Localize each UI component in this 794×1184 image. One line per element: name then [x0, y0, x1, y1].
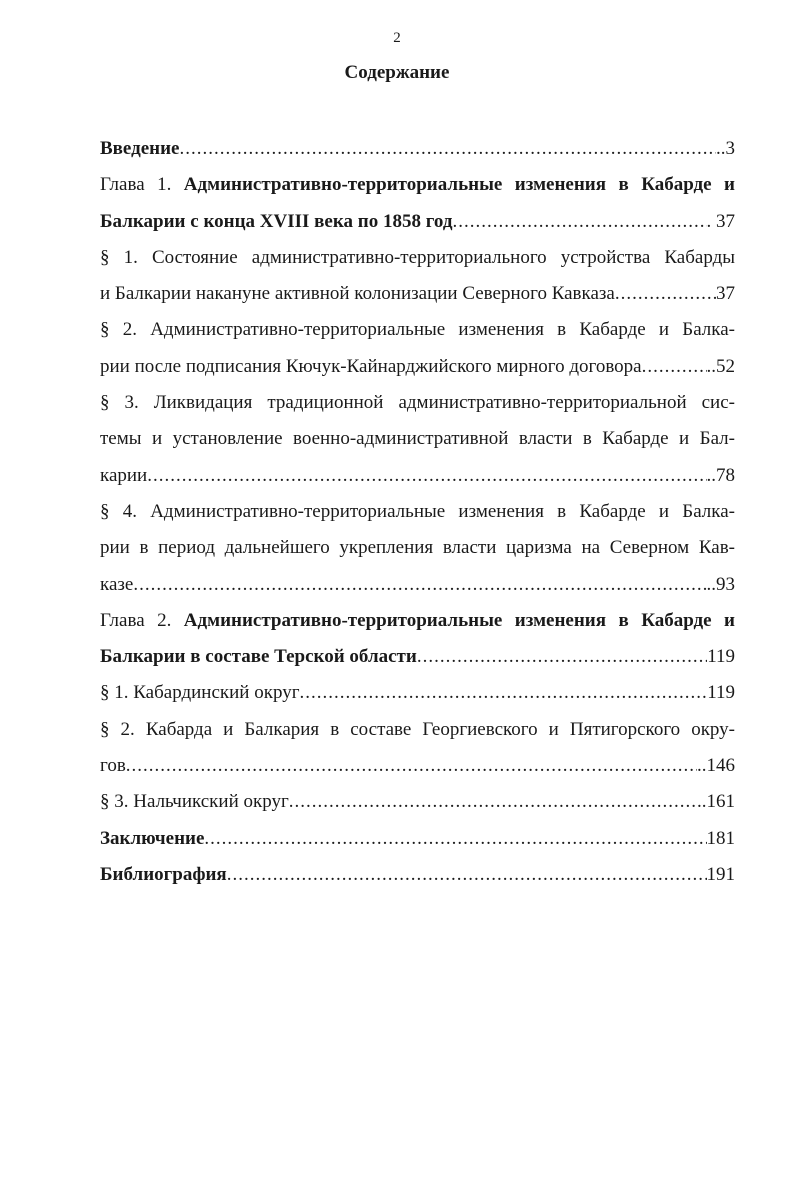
toc-page-number: 119	[707, 646, 735, 668]
section-line2: темы и установление военно-административной власти в Кабарде и Бал-	[100, 428, 735, 450]
toc-entry-section-2-2[interactable]	[100, 712, 735, 748]
toc-entry-section-1-1-cont[interactable]	[100, 276, 735, 312]
toc-entry-section-1-4[interactable]	[100, 494, 735, 530]
section-line2: гов	[100, 755, 126, 777]
toc-page-number: . 37	[706, 210, 735, 232]
toc-page-number: 191	[706, 863, 735, 885]
toc-leader	[417, 639, 707, 675]
toc-entry-chapter-1[interactable]	[100, 167, 735, 203]
toc-leader	[289, 784, 697, 820]
toc-entry-introduction[interactable]	[100, 131, 735, 167]
toc-entry-section-1-2-cont[interactable]	[100, 349, 735, 385]
toc-entry-section-2-1[interactable]	[100, 675, 735, 711]
chapter-prefix: Глава 2.	[100, 609, 184, 631]
toc-entry-bibliography[interactable]	[100, 857, 735, 893]
section-line3: карии	[100, 464, 148, 486]
chapter-title-line2: Балкарии с конца XVIII века по 1858 год	[100, 210, 453, 232]
toc-entry-section-1-4-cont[interactable]	[100, 530, 735, 566]
page-number: 2	[393, 30, 401, 46]
section-line2: рии в период дальнейшего укрепления власти царизма на Северном Кав-	[100, 537, 735, 559]
toc-entry-section-2-3[interactable]	[100, 784, 735, 820]
toc-leader	[204, 821, 706, 857]
toc-label: Заключение	[100, 827, 205, 849]
toc-page-number: 37	[716, 283, 735, 305]
toc-entry-conclusion[interactable]	[100, 821, 735, 857]
toc-entry-section-1-3-end[interactable]	[100, 458, 735, 494]
section-label: § 1. Кабардинский округ	[100, 682, 300, 704]
toc-label: Введение	[100, 138, 180, 159]
page-title: Содержание	[344, 62, 450, 83]
section-line1: § 4. Административно-территориальные изменения в Кабарде и Балка-	[100, 500, 735, 522]
toc-entry-chapter-2-cont[interactable]	[100, 639, 735, 675]
toc-page-number: ..52	[706, 355, 735, 377]
section-label: § 3. Нальчикский округ	[100, 791, 289, 813]
section-line2: рии после подписания Кючук-Кайнарджийского мирного договора	[100, 355, 642, 377]
toc-leader	[133, 567, 706, 603]
toc-entry-section-1-3-cont[interactable]	[100, 421, 735, 457]
toc-page-number: ..78	[706, 464, 735, 486]
toc-page-number: ..3	[716, 138, 735, 159]
toc-entry-section-1-2[interactable]	[100, 312, 735, 348]
chapter-title-line1: Административно-территориальные изменения в Кабарде и	[183, 174, 735, 196]
toc-entry-chapter-2[interactable]	[100, 603, 735, 639]
chapter-title-line2: Балкарии в составе Терской области	[100, 646, 417, 668]
section-line1: § 3. Ликвидация традиционной административно-территориальной сис-	[100, 392, 735, 414]
table-of-contents	[100, 131, 735, 893]
toc-leader	[642, 349, 707, 385]
toc-page-number: ..93	[706, 573, 735, 595]
toc-leader	[299, 675, 707, 711]
section-line1: § 1. Состояние административно-территориального устройства Кабарды	[100, 246, 735, 268]
toc-entry-section-2-2-cont[interactable]	[100, 748, 735, 784]
toc-leader	[452, 204, 706, 240]
toc-leader	[147, 458, 706, 494]
chapter-title-line1: Административно-территориальные изменения в Кабарде и	[183, 609, 735, 631]
section-line1: § 2. Административно-территориальные изменения в Кабарде и Балка-	[100, 319, 735, 341]
section-line2: и Балкарии накануне активной колонизации Северного Кавказа	[100, 283, 615, 305]
toc-page-number: ..146	[697, 755, 735, 777]
toc-page-number: 181	[706, 827, 735, 849]
toc-leader	[227, 857, 707, 893]
toc-entry-section-1-3[interactable]	[100, 385, 735, 421]
toc-page-number: ..161	[697, 791, 735, 813]
toc-entry-section-1-4-end[interactable]	[100, 567, 735, 603]
section-line1: § 2. Кабарда и Балкария в составе Георгиевского и Пятигорского окру-	[100, 718, 735, 740]
section-line3: казе	[100, 573, 134, 595]
toc-leader	[615, 276, 716, 312]
toc-page-number: 119	[707, 682, 735, 704]
toc-entry-section-1-1[interactable]	[100, 240, 735, 276]
toc-leader	[180, 131, 717, 167]
chapter-prefix: Глава 1.	[100, 174, 184, 196]
toc-label: Библиография	[100, 863, 227, 885]
toc-leader	[126, 748, 697, 784]
toc-entry-chapter-1-cont[interactable]	[100, 204, 735, 240]
